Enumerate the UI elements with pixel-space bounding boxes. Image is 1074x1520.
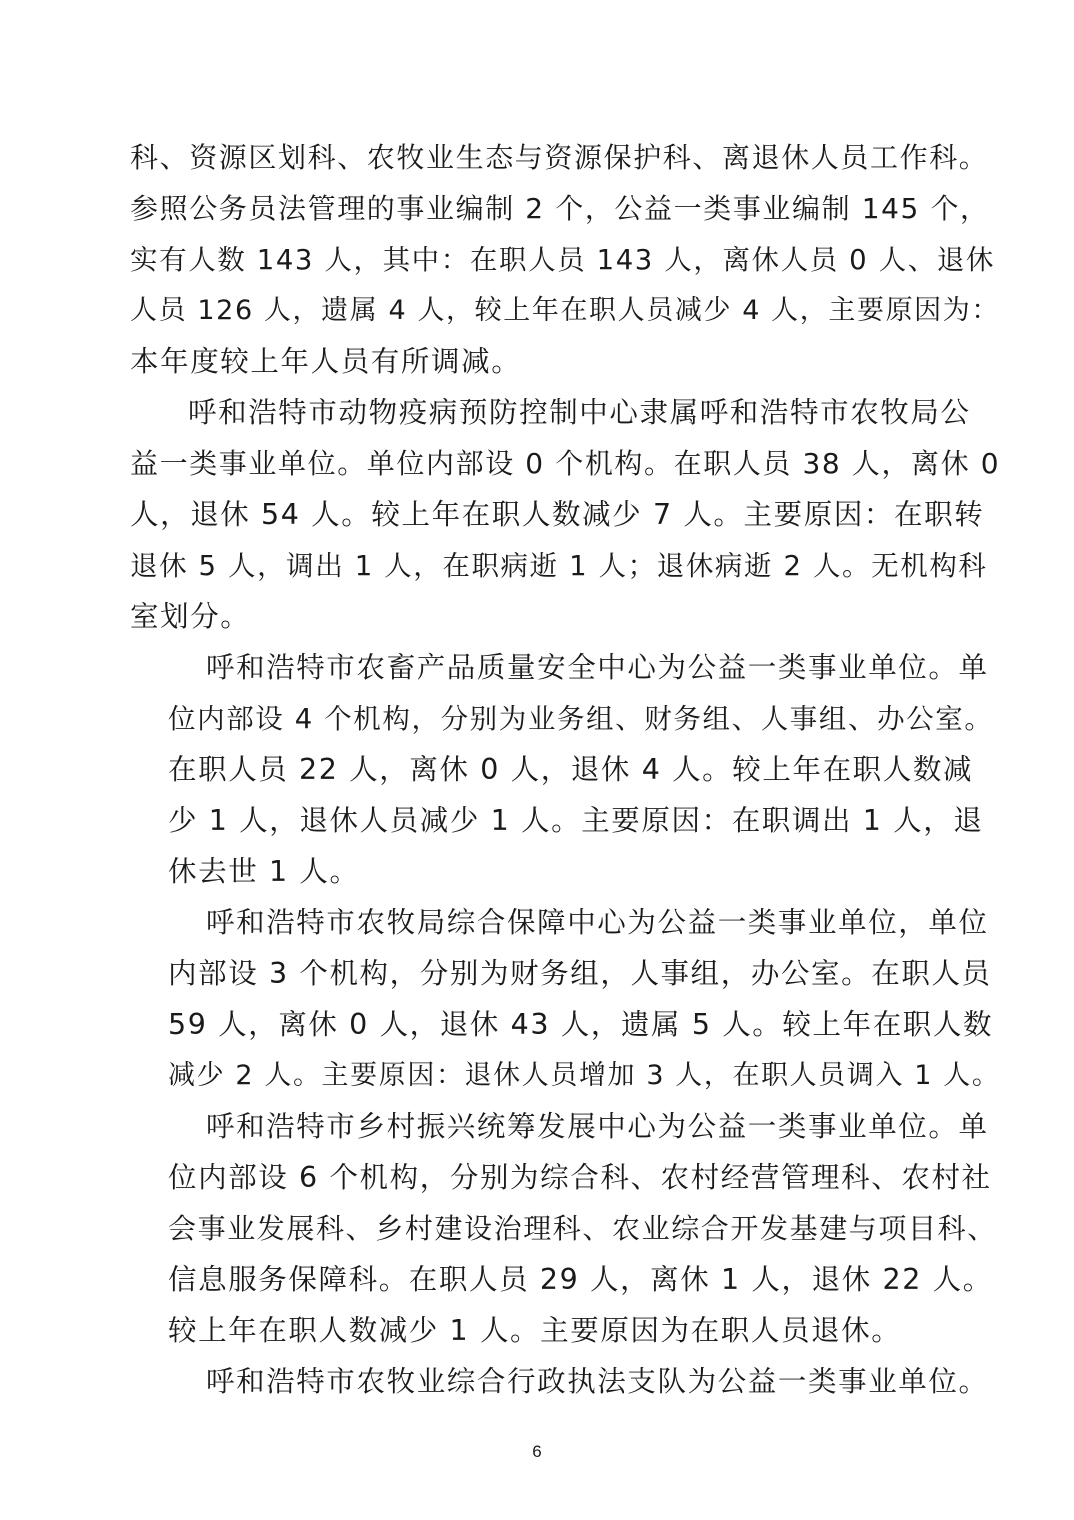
paragraph-5-line-2: 位内部设 6 个机构，分别为综合科、农村经营管理科、农村社 [168, 1161, 992, 1194]
paragraph-2-line-4: 退休 5 人，调出 1 人，在职病逝 1 人；退休病逝 2 人。无机构科 [130, 550, 988, 582]
paragraph-2-line-3: 人，退休 54 人。较上年在职人数减少 7 人。主要原因：在职转 [130, 498, 985, 531]
paragraph-4-line-1: 呼和浩特市农牧局综合保障中心为公益一类事业单位，单位 [206, 906, 989, 939]
paragraph-1-line-1: 科、资源区划科、农牧业生态与资源保护科、离退休人员工作科。 [130, 141, 989, 174]
paragraph-2-line-5: 室划分。 [130, 600, 251, 633]
paragraph-3-line-5: 休去世 1 人。 [168, 855, 360, 888]
paragraph-2-line-1: 呼和浩特市动物疫病预防控制中心隶属呼和浩特市农牧局公 [188, 396, 971, 429]
paragraph-1-line-3: 实有人数 143 人，其中：在职人员 143 人，离休人员 0 人、退休 [130, 244, 996, 276]
paragraph-3-line-2: 位内部设 4 个机构，分别为业务组、财务组、人事组、办公室。 [168, 703, 994, 735]
paragraph-1-line-4: 人员 126 人，遗属 4 人，较上年在职人员减少 4 人，主要原因为： [130, 295, 1000, 326]
paragraph-4-line-3: 59 人，离休 0 人，退休 43 人，遗属 5 人。较上年在职人数 [168, 1008, 994, 1041]
paragraph-4-line-2: 内部设 3 个机构，分别为财务组，人事组，办公室。在职人员 [168, 957, 992, 990]
paragraph-3-line-1: 呼和浩特市农畜产品质量安全中心为公益一类事业单位。单 [206, 651, 989, 684]
paragraph-3-line-4: 少 1 人，退休人员减少 1 人。主要原因：在职调出 1 人，退 [168, 804, 984, 837]
paragraph-6-line-1: 呼和浩特市农牧业综合行政执法支队为公益一类事业单位。 [206, 1365, 989, 1398]
paragraph-3-line-3: 在职人员 22 人，离休 0 人，退休 4 人。较上年在职人数减 [168, 753, 974, 786]
paragraph-4-line-4: 减少 2 人。主要原因：退休人员增加 3 人，在职人员调入 1 人。 [168, 1060, 1001, 1091]
paragraph-1-line-5: 本年度较上年人员有所调减。 [130, 345, 522, 378]
paragraph-5-line-5: 较上年在职人数减少 1 人。主要原因为在职人员退休。 [168, 1314, 902, 1347]
paragraph-5-line-4: 信息服务保障科。在职人员 29 人，离休 1 人，退休 22 人。 [168, 1263, 993, 1296]
paragraph-5-line-3: 会事业发展科、乡村建设治理科、农业综合开发基建与项目科、 [168, 1212, 997, 1245]
paragraph-2-line-2: 益一类事业单位。单位内部设 0 个机构。在职人员 38 人，离休 0 [130, 447, 1001, 480]
page-number: 6 [532, 1442, 542, 1461]
paragraph-1-line-2: 参照公务员法管理的事业编制 2 个，公益一类事业编制 145 个， [130, 192, 990, 225]
paragraph-5-line-1: 呼和浩特市乡村振兴统筹发展中心为公益一类事业单位。单 [206, 1110, 989, 1143]
